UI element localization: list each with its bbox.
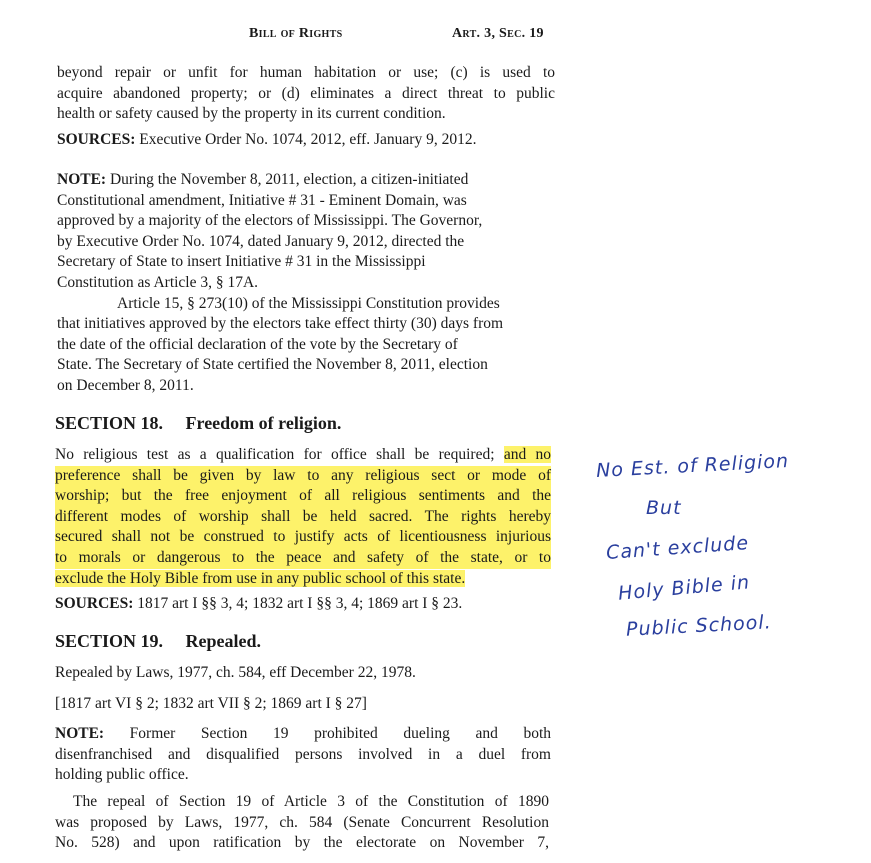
text-line: State. The Secretary of State certified the November 8, 2011, election: [57, 356, 488, 374]
text-line: Secretary of State to insert Initiative # 31 in the Mississippi: [57, 253, 426, 271]
section-number: SECTION 19.: [55, 631, 164, 651]
handwritten-line: Can't exclude: [605, 532, 750, 564]
text-line: by Executive Order No. 1074, dated January 9, 2012, directed the: [57, 232, 465, 250]
section-19-note: [55, 724, 551, 786]
text-plain: No religious test as a qualification for office shall be required;: [55, 446, 504, 463]
text-line: approved by a majority of the electors of Mississippi. The Governor,: [57, 212, 483, 230]
text-line: beyond repair or unfit for human habitation or use; (c) is used to: [57, 64, 555, 81]
highlighted-line: preference shall be given by law to any religious sect or mode of: [55, 466, 551, 487]
section-19-history: [1817 art VI § 2; 1832 art VII § 2; 1869 art I § 27]: [55, 695, 367, 712]
note-label: NOTE:: [57, 171, 107, 188]
sources-label: SOURCES:: [55, 595, 134, 612]
section-19-repealed: Repealed by Laws, 1977, ch. 584, eff December 22, 1978.: [55, 664, 416, 681]
sources-text: 1817 art I §§ 3, 4; 1832 art I §§ 3, 4; 1869 art I § 23.: [133, 595, 463, 612]
handwritten-line: No Est. of Religion: [595, 449, 790, 483]
text-line: disenfranchised and disqualified persons involved in a duel from: [55, 745, 551, 763]
section-number: SECTION 18.: [55, 413, 164, 433]
highlighted-line: worship; but the free enjoyment of all religious sentiments and the: [55, 486, 551, 507]
text-line: the date of the official declaration of the vote by the Secretary of: [57, 335, 458, 353]
text-line: Article 15, § 273(10) of the Mississippi Constitution provides: [117, 294, 500, 312]
running-header-left: Bill of Rights: [249, 26, 343, 41]
text-line: acquire abandoned property; or (d) eliminates a direct threat to public: [57, 84, 555, 102]
sources-text: Executive Order No. 1074, 2012, eff. January 9, 2012.: [135, 131, 477, 148]
sources-label: SOURCES:: [57, 131, 136, 148]
handwritten-line: Holy Bible in: [617, 571, 751, 605]
note-17a: [57, 170, 527, 397]
highlighted-line: different modes of worship shall be held sacred. The rights hereby: [55, 507, 551, 528]
running-header-right: Art. 3, Sec. 19: [452, 26, 544, 41]
section-18-heading: [55, 413, 341, 434]
text-line: Constitutional amendment, Initiative # 31 - Eminent Domain, was: [57, 191, 467, 209]
note-text: Former Section 19 prohibited dueling and both: [104, 725, 551, 742]
text-line: health or safety caused by the property in its current condition.: [57, 105, 446, 123]
section-title: Repealed.: [185, 631, 262, 651]
highlighted-line: to morals or dangerous to the peace and safety of the state, or to: [55, 548, 551, 569]
note-label: NOTE:: [55, 725, 105, 742]
text-line: No. 528) and upon ratification by the electorate on November 7,: [55, 834, 549, 852]
note-text: During the November 8, 2011, election, a citizen-initiated: [106, 171, 469, 188]
text-line: holding public office.: [55, 766, 189, 784]
text-line: on December 8, 2011.: [57, 376, 194, 394]
text-line: that initiatives approved by the electors take effect thirty (30) days from: [57, 315, 504, 333]
section-19-repeal-paragraph: [55, 792, 549, 854]
text-line: [57, 170, 527, 191]
text-line: Constitution as Article 3, § 17A.: [57, 273, 259, 291]
continued-paragraph: [57, 63, 555, 125]
section-title: Freedom of religion.: [185, 413, 342, 433]
handwritten-line: But: [646, 497, 682, 519]
text-line: [55, 445, 551, 466]
highlighted-text: exclude the Holy Bible from use in any public school of this state.: [55, 569, 466, 587]
text-line: [55, 724, 551, 745]
sources-17a: [57, 130, 476, 151]
text-line: The repeal of Section 19 of Article 3 of the Constitution of 1890: [73, 793, 549, 810]
text-line: was proposed by Laws, 1977, ch. 584 (Senate Concurrent Resolution: [55, 813, 549, 831]
section-19-heading: [55, 631, 261, 652]
highlighted-line: [55, 569, 551, 590]
handwritten-line: Public School.: [625, 611, 773, 641]
highlighted-text: and no: [503, 446, 551, 463]
section-18-sources: [55, 594, 462, 615]
highlighted-line: secured shall not be construed to justify acts of licentiousness injurious: [55, 527, 551, 548]
section-18-body: [55, 445, 551, 589]
